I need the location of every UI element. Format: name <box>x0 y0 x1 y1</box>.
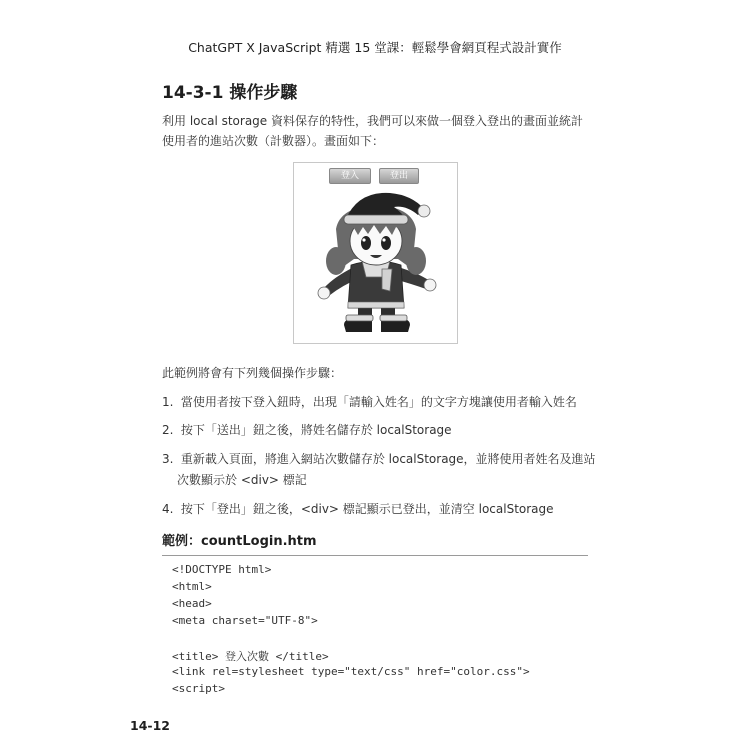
running-header: ChatGPT X JavaScript 精選 15 堂課：輕鬆學會網頁程式設計實作 <box>188 40 562 55</box>
step-item <box>162 421 452 438</box>
code-line: <!DOCTYPE html> <box>172 563 272 576</box>
intro-paragraph-line-2: 使用者的進站次數（計數器）。畫面如下： <box>162 134 385 148</box>
example-label: 範例：countLogin.htm <box>162 534 317 549</box>
login-button: 登入 <box>329 168 371 184</box>
code-line: <head> <box>172 597 212 610</box>
step-item <box>162 450 596 467</box>
section-title: 14-3-1 操作步驟 <box>162 83 298 103</box>
step-text-continuation: 次數顯示於 <div> 標記 <box>177 473 307 487</box>
divider <box>162 555 588 556</box>
step-number: 3. <box>162 452 174 466</box>
step-text: 重新載入頁面，將進入網站次數儲存於 localStorage，並將使用者姓名及進站 <box>180 452 596 466</box>
intro-paragraph-line-1: 利用 local storage 資料保存的特性，我們可以來做一個登入登出的畫面並統計 <box>162 114 583 128</box>
screenshot-figure <box>293 162 458 344</box>
step-number: 2. <box>162 423 174 437</box>
code-line: <script> <box>172 682 225 695</box>
code-line: <html> <box>172 580 212 593</box>
step-item <box>162 500 554 517</box>
logout-button: 登出 <box>379 168 419 184</box>
steps-intro: 此範例將會有下列幾個操作步驟： <box>162 366 343 380</box>
step-text: 按下「送出」鈕之後，將姓名儲存於 localStorage <box>180 423 452 437</box>
step-text: 當使用者按下登入鈕時，出現「請輸入姓名」的文字方塊讓使用者輸入姓名 <box>180 395 577 409</box>
step-item <box>162 393 577 410</box>
step-number: 4. <box>162 502 174 516</box>
girl-illustration <box>306 185 446 340</box>
code-line: <title> 登入次數 </title> <box>172 650 329 663</box>
page-number: 14-12 <box>130 718 170 733</box>
step-text: 按下「登出」鈕之後，<div> 標記顯示已登出，並清空 localStorage <box>180 502 554 516</box>
code-line: <link rel=stylesheet type="text/css" href="color.css"> <box>172 665 530 678</box>
code-line: <meta charset="UTF-8"> <box>172 614 318 627</box>
step-number: 1. <box>162 395 174 409</box>
